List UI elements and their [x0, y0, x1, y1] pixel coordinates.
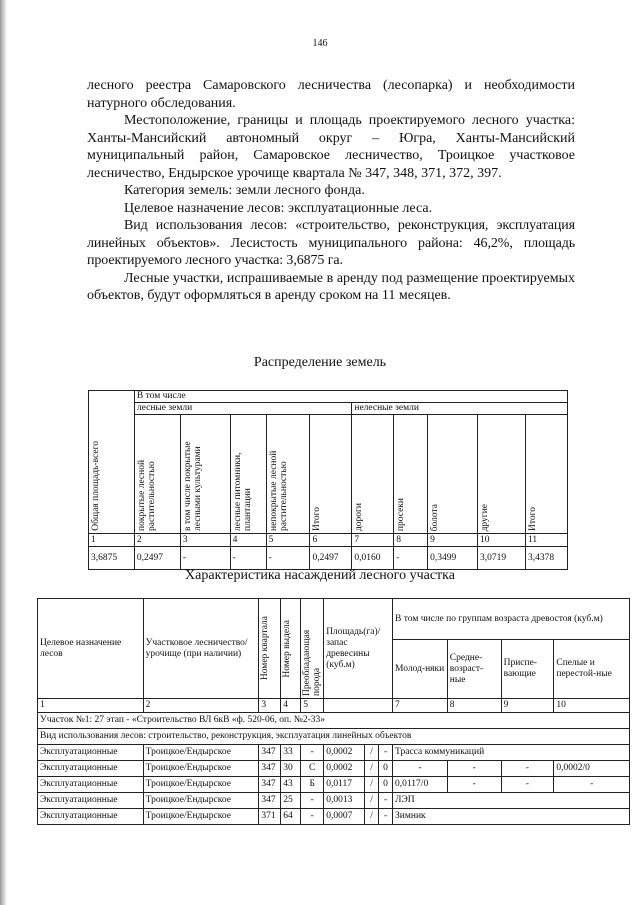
paragraph-location: Местоположение, границы и площадь проектируемого лесного участка: Ханты-Мансийский автономный округ – Югра, Ханты-Мансийский муниципальный район, Самаровское лесничество, Троицкое участковое лесничество, Ендырское урочище квартала № 347, 348, 371, 372, 397.: [87, 113, 575, 181]
header-species: Преобладающая порода: [301, 599, 324, 699]
table-row: Эксплуатационные Троицкое/Ендырское 347 43 Б 0,0117 / 0 0,0117/0 - - -: [38, 777, 630, 793]
header-district: Участковое лесничество/ урочище (при наличии): [143, 599, 259, 699]
plot-section-row: Участок №1: 27 этап - «Строительство ВЛ 6кВ «ф. 520-06, оп. №2-33»: [38, 713, 630, 729]
paragraph-forest-purpose: Целевое назначение лесов: эксплуатационные леса.: [124, 200, 433, 216]
stand-characteristics-table: [37, 598, 630, 825]
forest-lands-header: лесные земли: [134, 403, 351, 415]
header-middle-aged: Средне-возраст-ные: [447, 640, 501, 699]
col-total-area: Общая площадь-всего: [89, 391, 135, 534]
paragraph-forest-registry: лесного реестра Самаровского лесничества (лесопарка) и необходимости натурного обследования.: [87, 78, 575, 111]
header-premature: Приспе-вающие: [501, 640, 554, 699]
col-swamps: болота: [428, 415, 478, 534]
land-values-row: 3,6875 0,2497 - - - 0,2497 0,0160 - 0,3499 3,0719 3,4378: [89, 547, 568, 570]
header-age-groups: В том числе по группам возраста древостоя (куб.м): [393, 599, 630, 640]
col-cultures: в том числе покрытые лесными культурами: [180, 415, 230, 534]
paragraph-lease: Лесные участки, испрашиваемые в аренду под размещение проектируемых объектов, будут оформляться в аренду сроком на 11 месяцев.: [87, 270, 575, 303]
column-number-row: 1 2 3 4 5 7 8 9 10: [38, 699, 630, 713]
column-number-row: 1 2 3 4 5 6 7 8 9 10 11: [89, 534, 568, 547]
col-clearings: просеки: [394, 415, 428, 534]
body-text: [87, 77, 575, 305]
page-number: 146: [312, 38, 328, 49]
table-row: Эксплуатационные Троицкое/Ендырское 347 25 - 0,0013 / - ЛЭП: [38, 793, 630, 809]
col-nonforest-total: Итого: [525, 415, 567, 534]
stand-table-title: Характеристика насаждений лесного участка: [185, 568, 455, 583]
nonforest-lands-header: нелесные земли: [352, 403, 568, 415]
col-covered: покрытые лесной растительностью: [134, 415, 180, 534]
col-forest-total: Итого: [310, 415, 352, 534]
col-roads: дороги: [352, 415, 394, 534]
header-young: Молод-няки: [393, 640, 448, 699]
land-distribution-table: [88, 390, 568, 570]
header-plot: Номер выдела: [281, 599, 301, 699]
col-nurseries: лесные питомники, плантации: [230, 415, 266, 534]
col-uncovered: непокрытые лесной растительностью: [266, 415, 310, 534]
scan-edge: [0, 0, 7, 905]
paragraph-usage-type: Вид использования лесов: «строительство, реконструкция, эксплуатация линейных объектов». Лесистость муниципального района: 46,2%, площадь проектируемого лесного участка: 3,6875 га.: [87, 218, 575, 268]
land-table-title: Распределение земель: [253, 355, 387, 370]
table-row: Эксплуатационные Троицкое/Ендырское 347 33 - 0,0002 / - Трасса коммуникаций: [38, 745, 630, 761]
paragraph-land-category: Категория земель: земли лесного фонда.: [124, 183, 365, 198]
header-purpose: Целевое назначение лесов: [38, 599, 144, 699]
usage-type-row: Вид использования лесов: строительство, реконструкция, эксплуатация линейных объектов: [38, 729, 630, 745]
table-row: Эксплуатационные Троицкое/Ендырское 371 64 - 0,0007 / - Зимник: [38, 809, 630, 825]
header-area-stock: Площадь(га)/ запас древесины (куб.м): [324, 599, 393, 699]
table-row: Эксплуатационные Троицкое/Ендырское 347 30 С 0,0002 / 0 - - - 0,0002/0: [38, 761, 630, 777]
header-mature: Спелые и перестой-ные: [554, 640, 630, 699]
including-header: В том числе: [134, 391, 567, 403]
header-quarter: Номер квартала: [259, 599, 281, 699]
col-other: другие: [478, 415, 526, 534]
